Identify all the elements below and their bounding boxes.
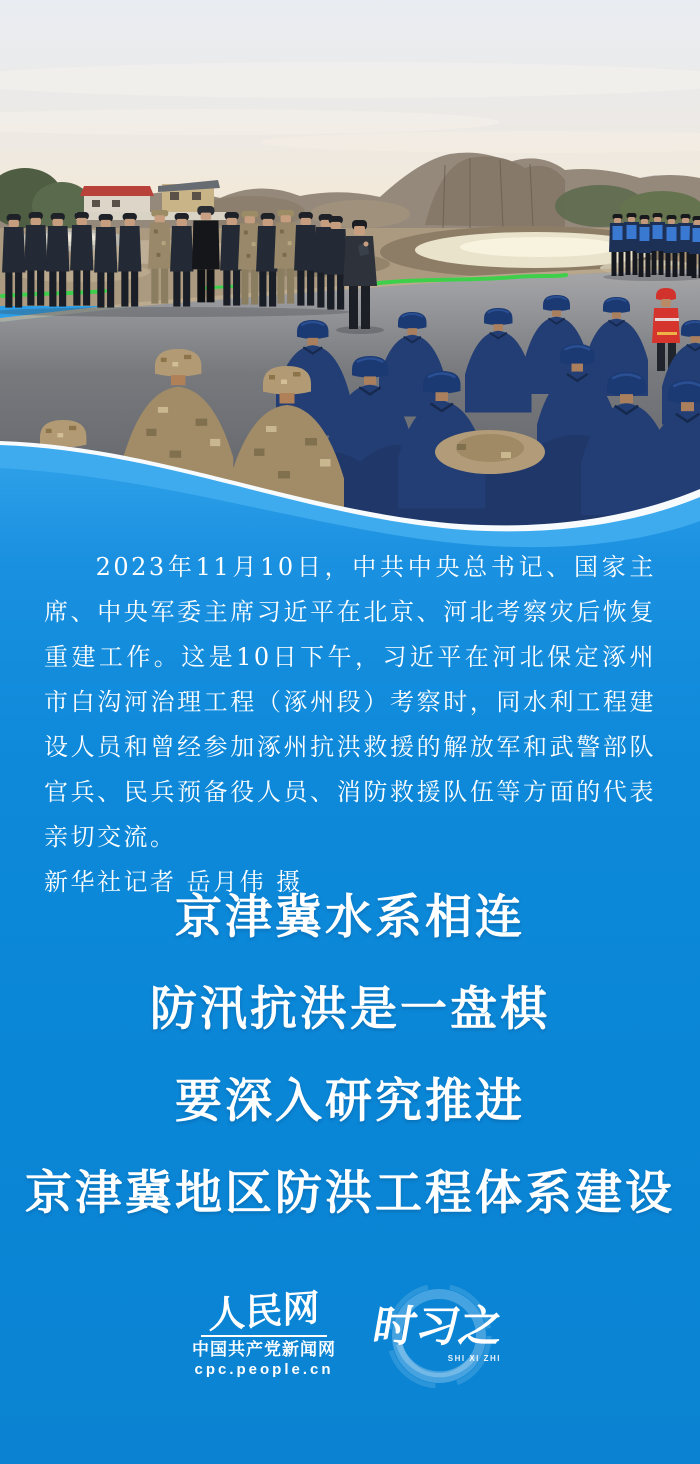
cloud-streak	[0, 62, 700, 98]
headline-line-3: 要深入研究推进	[175, 1074, 525, 1127]
photo-caption	[44, 545, 656, 905]
shixizhi-latin-label: SHI XI ZHI	[447, 1354, 501, 1363]
cpc-url-label: cpc.people.cn	[194, 1361, 334, 1378]
wave-divider	[0, 378, 700, 560]
footer-logos	[0, 1284, 700, 1388]
shixizhi-wordmark: 时习之	[369, 1303, 507, 1351]
peoples-daily-logo	[189, 1285, 339, 1379]
headline-line-1: 京津冀水系相连	[175, 890, 525, 943]
peoples-daily-script-logo: 人民网	[208, 1285, 320, 1337]
caption-text: 2023年11月10日，中共中央总书记、国家主席、中央军委主席习近平在北京、河北考察灾后恢复重建工作。这是10日下午，习近平在河北保定涿州市白沟河治理工程（涿州段）考察时，同水利工程建设人员和曾经参加涿州抗洪救援的解放军和武警部队官兵、民兵预备役人员、消防救援队伍等方面的代表亲切交流。	[44, 553, 656, 851]
cpc-news-label: 中国共产党新闻网	[192, 1340, 336, 1359]
headline-line-4: 京津冀地区防洪工程体系建设	[25, 1166, 675, 1219]
headline-line-2: 防汛抗洪是一盘棋	[150, 982, 550, 1035]
shixizhi-logo	[365, 1284, 511, 1388]
photo-credit: 新华社记者 岳月伟 摄	[44, 868, 303, 896]
headline	[0, 889, 700, 1257]
